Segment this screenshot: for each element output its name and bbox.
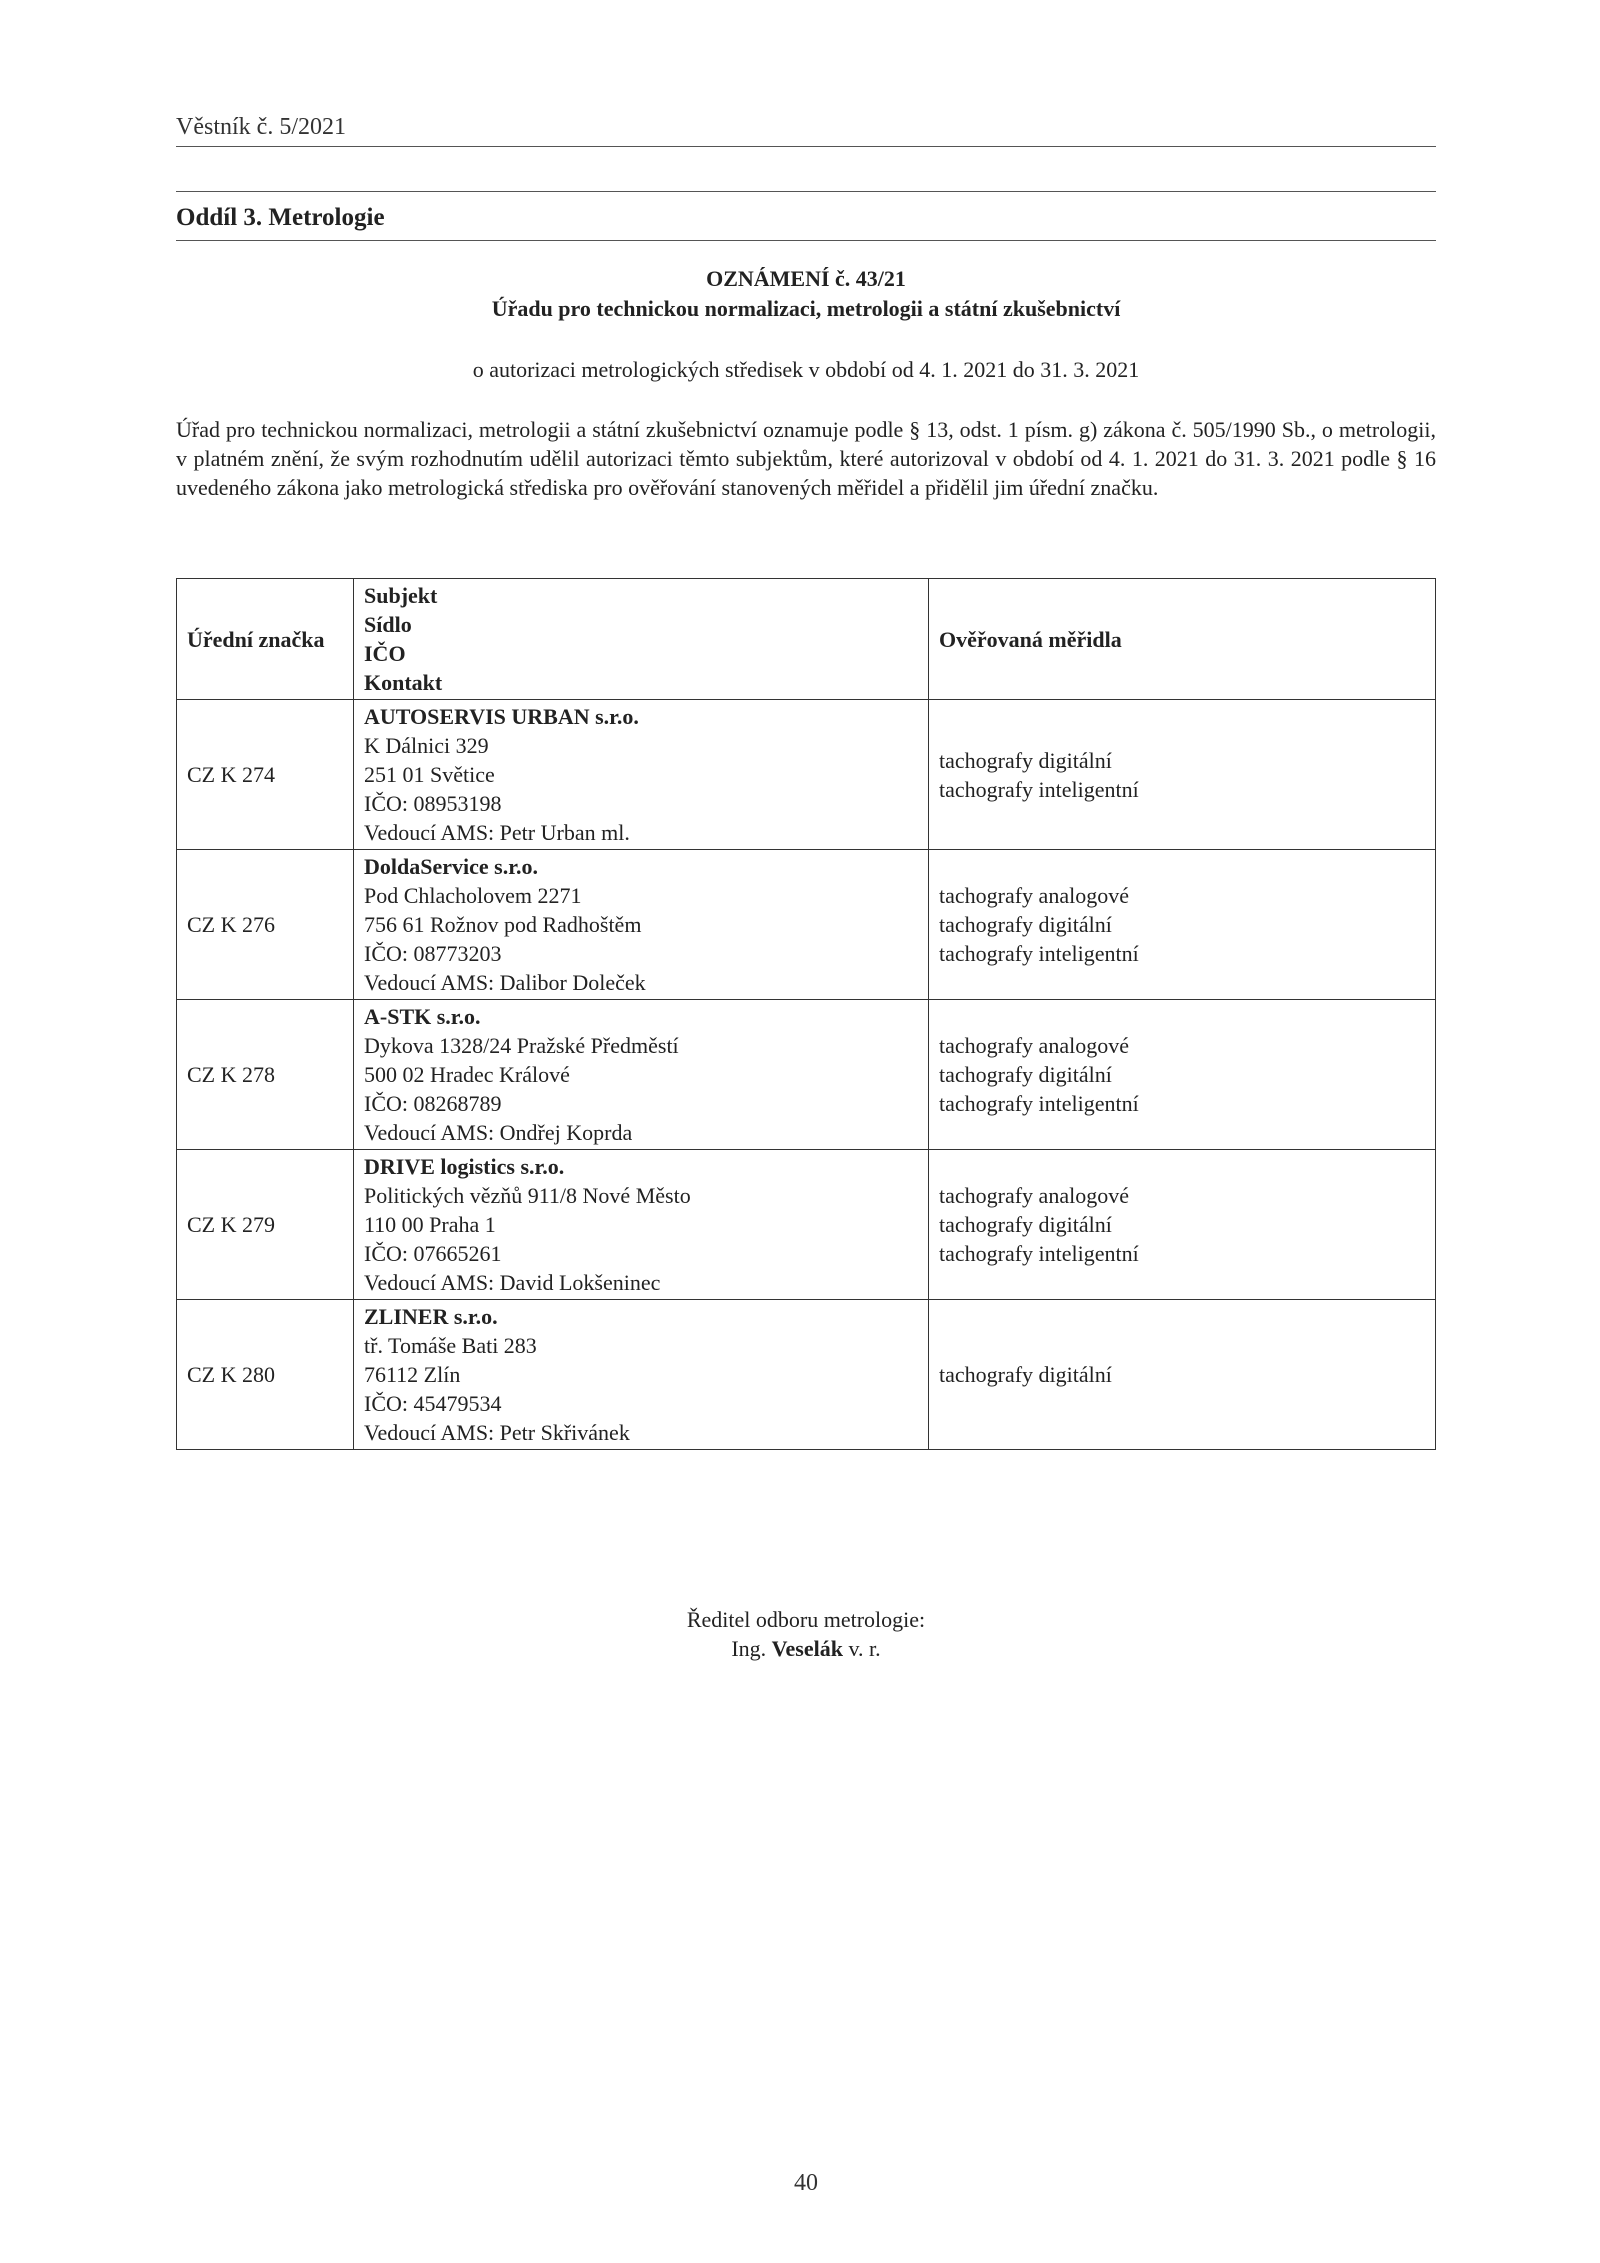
- signature-block: [176, 1605, 1436, 1663]
- header-rule: [176, 146, 1436, 147]
- row-subject: [354, 1300, 929, 1450]
- subject-name: DoldaService s.r.o.: [364, 854, 538, 879]
- gauge-item: tachografy analogové: [939, 1183, 1129, 1208]
- subject-address: K Dálnici 329: [364, 733, 489, 758]
- gauge-item: tachografy digitální: [939, 1212, 1112, 1237]
- subject-ico: IČO: 45479534: [364, 1391, 502, 1416]
- gauge-item: tachografy digitální: [939, 1062, 1112, 1087]
- subject-contact: Vedoucí AMS: Dalibor Doleček: [364, 970, 646, 995]
- signature-role: Ředitel odboru metrologie:: [686, 1607, 926, 1632]
- signature-prefix: Ing.: [731, 1636, 767, 1661]
- page-number: 40: [794, 2170, 818, 2196]
- notice-subtitle: Úřadu pro technickou normalizaci, metrologii a státní zkušebnictví: [491, 296, 1121, 321]
- intro-paragraph: [176, 415, 1436, 502]
- signature-surname: Veselák: [771, 1636, 843, 1661]
- table-row: [177, 1150, 1436, 1300]
- authorization-table: [176, 578, 1436, 1450]
- table-row: [177, 850, 1436, 1000]
- subject-city: 110 00 Praha 1: [364, 1212, 496, 1237]
- header-subject-line: Sídlo: [364, 612, 412, 637]
- row-mark: CZ K 280: [177, 1300, 354, 1450]
- gauge-item: tachografy digitální: [939, 747, 1112, 773]
- gauge-item: tachografy inteligentní: [939, 1241, 1139, 1266]
- subject-address: Pod Chlacholovem 2271: [364, 883, 582, 908]
- subject-ico: IČO: 08773203: [364, 941, 502, 966]
- signature-suffix: v. r.: [848, 1636, 881, 1661]
- subject-name: AUTOSERVIS URBAN s.r.o.: [364, 704, 639, 729]
- subject-city: 756 61 Rožnov pod Radhoštěm: [364, 912, 642, 937]
- subject-address: Dykova 1328/24 Pražské Předměstí: [364, 1033, 679, 1058]
- gauge-item: tachografy analogové: [939, 1033, 1129, 1058]
- table-row: [177, 1300, 1436, 1450]
- gauge-item: tachografy digitální: [939, 1362, 1112, 1387]
- row-gauges: [929, 850, 1436, 1000]
- gauge-item: tachografy analogové: [939, 883, 1129, 908]
- journal-header: Věstník č. 5/2021: [176, 114, 346, 140]
- row-gauges: [929, 700, 1436, 850]
- gauge-item: tachografy inteligentní: [939, 776, 1139, 802]
- row-subject: [354, 850, 929, 1000]
- row-subject: [354, 700, 929, 850]
- notice-description: o autorizaci metrologických středisek v období od 4. 1. 2021 do 31. 3. 2021: [472, 357, 1140, 382]
- subject-contact: Vedoucí AMS: Petr Skřivánek: [364, 1420, 630, 1445]
- section-rule-bottom: [176, 240, 1436, 241]
- header-subject-line: Subjekt: [364, 583, 438, 608]
- subject-city: 251 01 Světice: [364, 762, 495, 787]
- table-header-row: [177, 579, 1436, 700]
- notice-title: OZNÁMENÍ č. 43/21: [706, 266, 906, 291]
- subject-contact: Vedoucí AMS: Petr Urban ml.: [364, 820, 630, 845]
- subject-name: DRIVE logistics s.r.o.: [364, 1154, 565, 1179]
- row-subject: [354, 1150, 929, 1300]
- header-subject-line: Kontakt: [364, 670, 443, 695]
- subject-ico: IČO: 08953198: [364, 791, 502, 816]
- subject-ico: IČO: 08268789: [364, 1091, 502, 1116]
- intro-text: Úřad pro technickou normalizaci, metrologii a státní zkušebnictví oznamuje podle § 13, odst. 1 písm. g) zákona č. 505/1990 Sb., o metrologii, v platném znění, že svým rozhodnutím udělil autorizaci těmto subjektům, které autorizoval v období od 4. 1. 2021 do 31. 3. 2021 podle § 16 uvedeného zákona jako metrologická střediska pro ověřování stanovených měřidel a přidělil jim úřední značku.: [176, 417, 1436, 500]
- row-mark: CZ K 276: [177, 850, 354, 1000]
- subject-address: Politických vězňů 911/8 Nové Město: [364, 1183, 691, 1208]
- gauge-item: tachografy inteligentní: [939, 941, 1139, 966]
- header-mark: Úřední značka: [177, 579, 354, 700]
- header-subject: [354, 579, 929, 700]
- row-mark: CZ K 274: [177, 700, 354, 850]
- row-subject: [354, 1000, 929, 1150]
- row-gauges: [929, 1150, 1436, 1300]
- subject-ico: IČO: 07665261: [364, 1241, 502, 1266]
- row-mark: CZ K 278: [177, 1000, 354, 1150]
- row-gauges: [929, 1000, 1436, 1150]
- table-row: [177, 700, 1436, 850]
- subject-address: tř. Tomáše Bati 283: [364, 1333, 537, 1358]
- section-title: Oddíl 3. Metrologie: [176, 204, 385, 231]
- signature-name-line: [176, 1634, 1436, 1663]
- gauge-item: tachografy inteligentní: [939, 1091, 1139, 1116]
- header-subject-line: IČO: [364, 641, 406, 666]
- gauge-item: tachografy digitální: [939, 912, 1112, 937]
- subject-city: 76112 Zlín: [364, 1362, 461, 1387]
- subject-name: A-STK s.r.o.: [364, 1004, 481, 1029]
- subject-contact: Vedoucí AMS: David Lokšeninec: [364, 1270, 661, 1295]
- table-row: [177, 1000, 1436, 1150]
- subject-name: ZLINER s.r.o.: [364, 1304, 498, 1329]
- row-gauges: [929, 1300, 1436, 1450]
- subject-city: 500 02 Hradec Králové: [364, 1062, 570, 1087]
- row-mark: CZ K 279: [177, 1150, 354, 1300]
- subject-contact: Vedoucí AMS: Ondřej Koprda: [364, 1120, 633, 1145]
- header-gauges: Ověřovaná měřidla: [929, 579, 1436, 700]
- section-rule-top: [176, 191, 1436, 192]
